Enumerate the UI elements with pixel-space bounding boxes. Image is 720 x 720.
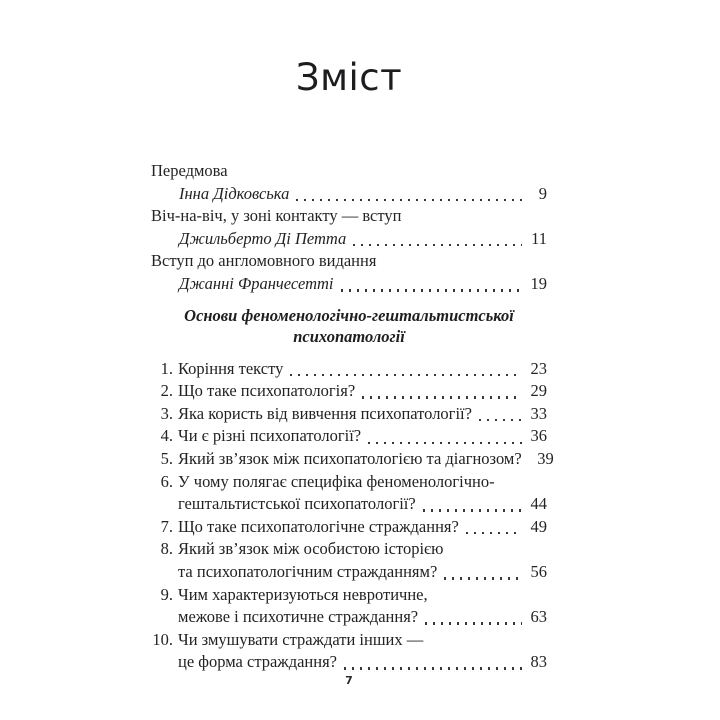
chapter-text: Що таке психопатологія? [178, 381, 356, 401]
chapter-line [178, 629, 547, 652]
toc-chapter [151, 403, 547, 426]
chapter-text: Чи є різні психопатології? [178, 426, 362, 446]
toc-chapter [151, 584, 547, 629]
chapter-page: 36 [530, 426, 547, 446]
toc-chapter [151, 448, 554, 471]
chapter-number: 7. [160, 516, 173, 536]
chapter-page: 56 [530, 561, 547, 581]
chapter-line [178, 358, 547, 381]
chapter-text: та психопатологічним стражданням? [178, 561, 438, 581]
section-heading: Основи феноменологічно-гештальтистської психопатології [184, 305, 514, 347]
chapter-number: 2. [160, 381, 173, 401]
dot-leader [423, 509, 522, 511]
chapter-text: Яка користь від вивчення психопатології? [178, 403, 472, 423]
toc-entry [151, 250, 547, 295]
chapter-text: Що таке психопатологічне страждання? [178, 516, 459, 536]
toc-entry-author: Джильберто Ді Петта [179, 228, 347, 248]
chapter-line [178, 606, 547, 629]
toc-entry-title: Вступ до англомовного видання [151, 251, 377, 271]
toc-chapter [151, 358, 547, 381]
toc-content [151, 56, 554, 674]
toc-entry-author-line [151, 273, 547, 296]
toc-entry-page: 19 [530, 273, 547, 293]
chapter-text: гештальтистської психопатології? [178, 494, 416, 514]
chapter-line [178, 448, 554, 471]
chapter-page: 63 [530, 607, 547, 627]
toc-entry-author: Джанні Франчесетті [179, 273, 334, 293]
dot-leader [444, 577, 522, 579]
dot-leader [425, 622, 522, 624]
toc-chapter [151, 471, 547, 516]
chapter-number: 5. [160, 448, 173, 468]
toc-chapter [151, 425, 547, 448]
dot-leader [479, 419, 522, 421]
dot-leader [290, 374, 522, 376]
dot-leader [466, 532, 522, 534]
chapter-text: межове і психотичне страждання? [178, 607, 419, 627]
chapter-text: Чим характеризуються невротичне, [178, 584, 428, 604]
chapter-page: 23 [530, 358, 547, 378]
chapter-page: 49 [530, 516, 547, 536]
dot-leader [362, 396, 522, 398]
toc-entry-author: Інна Дідковська [179, 183, 290, 203]
toc-entry [151, 205, 547, 250]
toc-chapter [151, 516, 547, 539]
toc-entry-author-line [151, 183, 547, 206]
chapter-list [151, 358, 554, 674]
chapter-text: Який зв’язок між психопатологією та діагнозом? [178, 448, 522, 468]
dot-leader [368, 442, 522, 444]
chapter-line [178, 493, 547, 516]
chapter-line [178, 516, 547, 539]
toc-entry [151, 160, 547, 205]
chapter-text: У чому полягає специфіка феноменологічно- [178, 471, 495, 491]
toc-chapter [151, 380, 547, 403]
chapter-text: це форма страждання? [178, 652, 337, 672]
chapter-line [178, 584, 547, 607]
chapter-number: 3. [160, 403, 173, 423]
dot-leader [353, 244, 522, 246]
toc-entry-page: 11 [531, 228, 547, 248]
toc-entry-title: Передмова [151, 161, 228, 180]
folio-page-number: 7 [345, 674, 353, 687]
chapter-page: 29 [530, 381, 547, 401]
chapter-number: 6. [160, 471, 173, 491]
chapter-number: 1. [160, 358, 173, 378]
chapter-line [178, 425, 547, 448]
chapter-line [178, 561, 547, 584]
chapter-number: 8. [160, 539, 173, 559]
toc-entry-author-line [151, 228, 547, 251]
dot-leader [296, 199, 522, 201]
chapter-line [178, 651, 547, 674]
chapter-page: 39 [537, 448, 554, 468]
chapter-number: 4. [160, 426, 173, 446]
chapter-line [178, 403, 547, 426]
dot-leader [341, 289, 522, 291]
toc-chapter [151, 629, 547, 674]
front-matter-list [151, 160, 547, 296]
chapter-line [178, 538, 547, 561]
chapter-number: 10. [152, 629, 173, 649]
page-title: Зміст [295, 56, 403, 99]
dot-leader [344, 667, 522, 669]
chapter-line [178, 380, 547, 403]
toc-chapter [151, 538, 547, 583]
toc-entry-title: Віч-на-віч, у зоні контакту — вступ [151, 206, 402, 226]
chapter-text: Чи змушувати страждати інших — [178, 629, 424, 649]
chapter-text: Коріння тексту [178, 358, 284, 378]
chapter-line [178, 471, 547, 494]
chapter-page: 83 [530, 652, 547, 672]
chapter-page: 44 [530, 494, 547, 514]
chapter-page: 33 [530, 403, 547, 423]
chapter-text: Який зв’язок між особистою історією [178, 539, 444, 559]
chapter-number: 9. [160, 584, 173, 604]
toc-entry-page: 9 [538, 183, 547, 203]
